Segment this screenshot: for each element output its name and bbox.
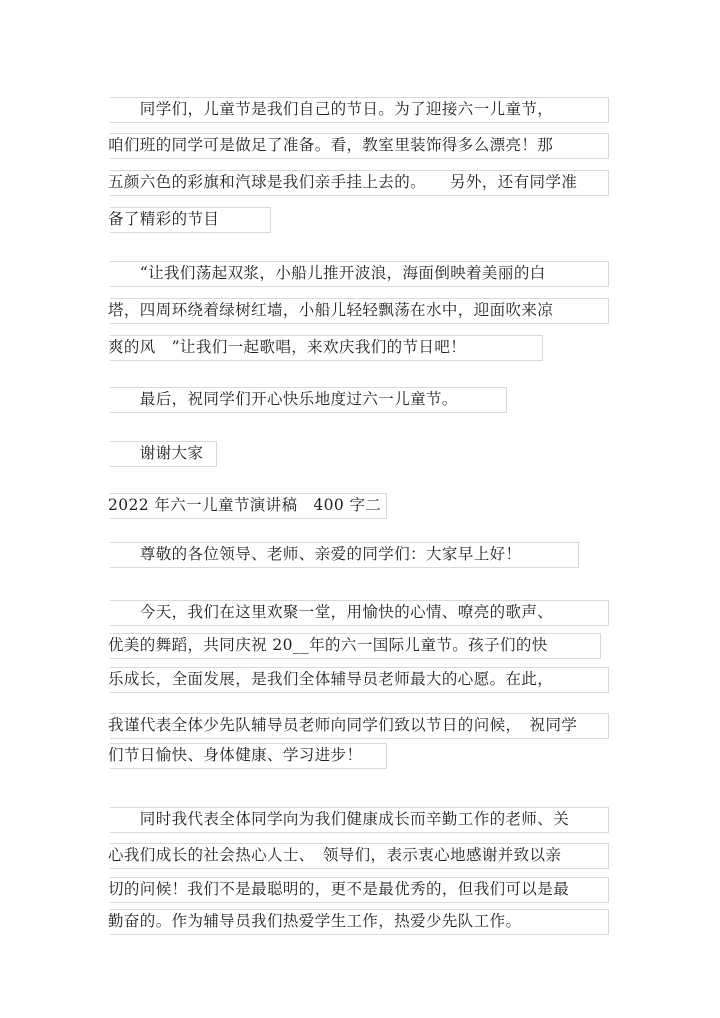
text-line: 切的问候！我们不是最聪明的，更不是最优秀的，但我们可以是最 [108, 880, 570, 898]
text-line: 五颜六色的彩旗和汽球是我们亲手挂上去的。 另外，还有同学准 [108, 173, 578, 191]
text-line: 我谨代表全体少先队辅导员老师向同学们致以节日的问候， 祝同学 [108, 716, 578, 734]
text-line: 今天，我们在这里欢聚一堂，用愉快的心情、嘹亮的歌声、 [108, 603, 554, 621]
text-line: 们节日愉快、身体健康、学习进步！ [108, 746, 363, 764]
text-line: 塔，四周环绕着绿树红墙，小船儿轻轻飘荡在水中，迎面吹来凉 [108, 301, 554, 319]
text-line: 同时我代表全体同学向为我们健康成长而辛勤工作的老师、关 [108, 810, 570, 828]
text-line: 乐成长，全面发展，是我们全体辅导员老师最大的心愿。在此， [108, 670, 554, 688]
text-line: “让我们荡起双浆，小船儿推开波浪，海面倒映着美丽的白 [108, 264, 546, 282]
text-line: 爽的风 ”让我们一起歌唱，来欢庆我们的节日吧！ [108, 338, 467, 356]
text-line: 同学们，儿童节是我们自己的节日。为了迎接六一儿童节， [108, 100, 554, 118]
text-line: 勤奋的。作为辅导员我们热爱学生工作，热爱少先队工作。 [108, 912, 522, 930]
document-subtitle: 2022 年六一儿童节演讲稿 400 字二 [108, 496, 382, 514]
text-line: 谢谢大家 [108, 444, 204, 462]
text-line: 最后，祝同学们开心快乐地度过六一儿童节。 [108, 390, 458, 408]
text-line: 尊敬的各位领导、老师、亲爱的同学们：大家早上好！ [108, 545, 522, 563]
text-line: 心我们成长的社会热心人士、 领导们，表示衷心地感谢并致以亲 [108, 846, 562, 864]
text-line: 备了精彩的节目 [108, 210, 220, 228]
text-line: 优美的舞蹈，共同庆祝 20__年的六一国际儿童节。孩子们的快 [108, 636, 548, 654]
text-line: 咱们班的同学可是做足了准备。看，教室里装饰得多么漂亮！那 [108, 136, 554, 154]
